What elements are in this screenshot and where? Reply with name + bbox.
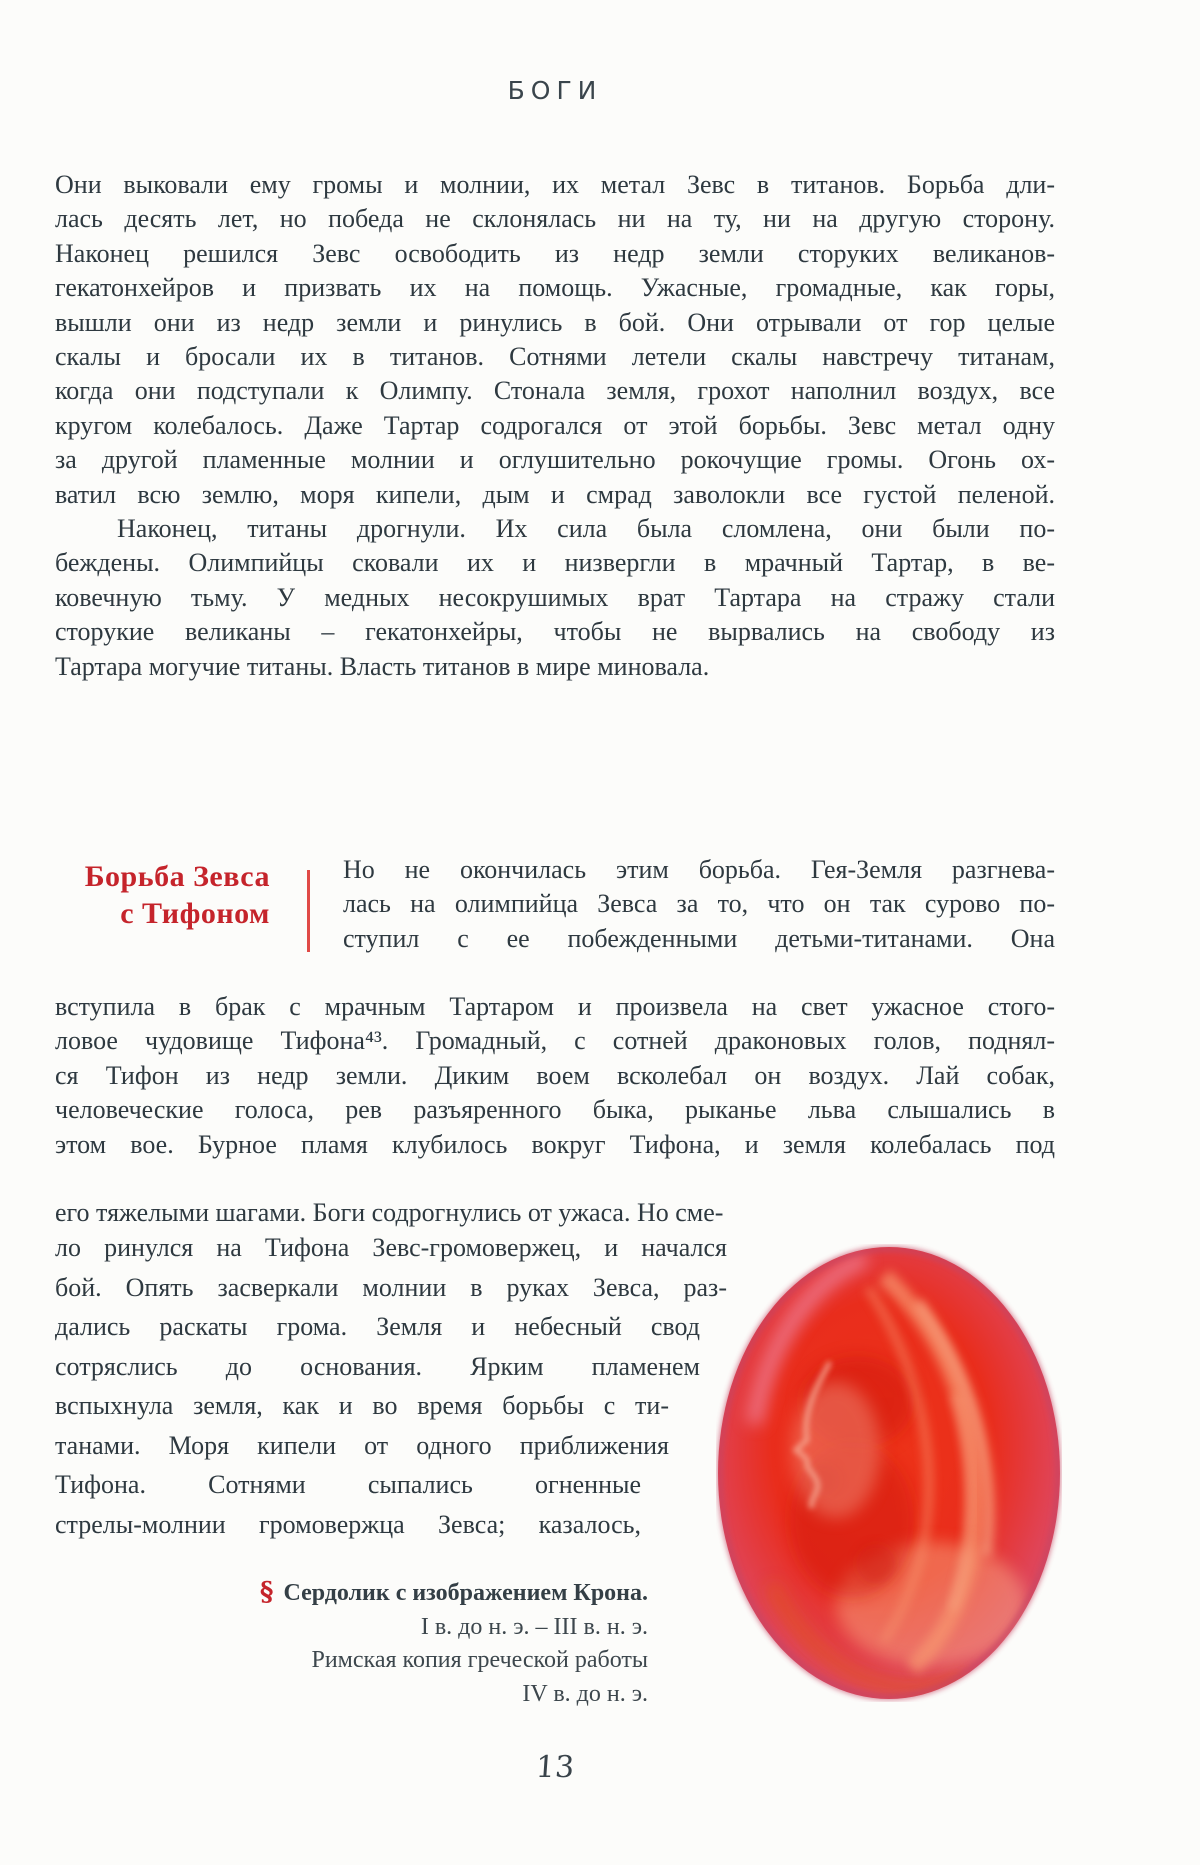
text-line: I в. до н. э. – III в. н. э. [420,1613,648,1640]
text-line: стрелы-молнии громовержца Зевса; казалось, [55,1509,641,1539]
text-line: ловое чудовище Тифона⁴³. Громадный, с сотней драконовых голов, поднял- [55,1026,1055,1056]
text-line: Но не окончилась этим борьба. Гея-Земля разгнева- [343,855,1055,884]
paragraph-titanomachy [55,168,1055,512]
paragraph-typhon-wrap [55,1228,727,1544]
text-line: за другой пламенные молнии и оглушительно рокочущие громы. Огонь ох- [55,445,1055,475]
text-line: его тяжелыми шагами. Боги содрогнулись от ужаса. Но сме- [55,1198,724,1227]
text-line: вышли они из недр земли и ринулись в бой. Они отрывали от гор целые [55,307,1055,337]
running-header: БОГИ [507,76,603,105]
caption-details [230,1611,648,1712]
paragraph-typhon-break-line [55,1196,779,1230]
text-line: Наконец, титаны дрогнули. Их сила была сломлена, они были по- [117,514,1055,543]
section-heading-line-2: с Тифоном [120,897,270,930]
text-line: бой. Опять засверкали молнии в руках Зевса, раз- [55,1272,727,1302]
text-line: IV в. до н. э. [522,1680,648,1707]
text-line: человеческие голоса, рев разъяренного быка, рыканье льва слышались в [55,1095,1055,1125]
text-line: кругом колебалось. Даже Тартар содрогался от этой борьбы. Зевс метал одну [55,410,1055,440]
text-line: ковечную тьму. У медных несокрушимых врат Тартара на стражу стали [55,582,1055,612]
caption-title-row [230,1576,648,1611]
page-number: 13 [534,1750,576,1785]
text-line: танами. Моря кипели от одного приближения [55,1430,669,1460]
caption-ornament-icon: § [259,1577,274,1607]
paragraph-typhon-full [55,990,1055,1162]
text-line: Тифона. Сотнями сыпались огненные [55,1470,641,1499]
figure-caption [230,1576,648,1711]
text-line: лась на олимпийца Зевса за то, что он так сурово по- [343,889,1055,919]
text-line: гекатонхейров и призвать их на помощь. Ужасные, громадные, как горы, [55,273,1055,303]
caption-title: Сердолик с изображением Крона. [283,1580,648,1606]
text-line: ступил с ее побежденными детьми-титанами. Она [343,923,1055,953]
text-line: ся Тифон из недр земли. Диким воем всколебал он воздух. Лай собак, [55,1060,1055,1090]
text-line: этом вое. Бурное пламя клубилось вокруг Тифона, и земля колебалась под [55,1129,1055,1159]
text-line: дались раскаты грома. Земля и небесный свод [55,1312,700,1341]
text-line: вспыхнула земля, как и во время борьбы с ти- [55,1391,669,1420]
text-line: Тартара могучие титаны. Власть титанов в мире миновала. [55,651,710,681]
text-line: сторукие великаны – гекатонхейры, чтобы не вырвались на свободу из [55,617,1055,647]
text-line: Римская копия греческой работы [311,1647,648,1673]
text-line: сотряслись до основания. Ярким пламенем [55,1351,700,1381]
text-line: лась десять лет, но победа не склонялась ни на ту, ни на другую сторону. [55,204,1055,234]
text-line: когда они подступали к Олимпу. Стонала земля, грохот наполнил воздух, все [55,376,1055,406]
text-line: ло ринулся на Тифона Зевс-громовержец, и начался [55,1233,727,1262]
gem-curl [856,1544,896,1584]
text-line: Наконец решился Зевс освободить из недр земли сторуких великанов- [55,238,1055,268]
text-line: вступила в брак с мрачным Тартаром и произвела на свет ужасное стого- [55,992,1055,1021]
carnelian-intaglio-of-kronos-image [716,1244,1062,1702]
text-line: скалы и бросали их в титанов. Сотнями летели скалы навстречу титанам, [55,342,1055,372]
paragraph-titans-defeated [55,512,1055,684]
text-line: Они выковали ему громы и молнии, их метал Зевс в титанов. Борьба дли- [55,170,1055,199]
gem-face-relief [792,1382,880,1518]
section-heading [55,858,270,932]
section-divider-rule [307,870,310,952]
paragraph-typhon-column [343,853,1055,956]
text-line: ватил всю землю, моря кипели, дым и смрад заволокли все густой пеленой. [55,479,1055,509]
section-heading-line-1: Борьба Зевса [84,860,270,893]
text-line: беждены. Олимпийцы сковали их и низвергли в мрачный Тартар, в ве- [55,548,1055,578]
